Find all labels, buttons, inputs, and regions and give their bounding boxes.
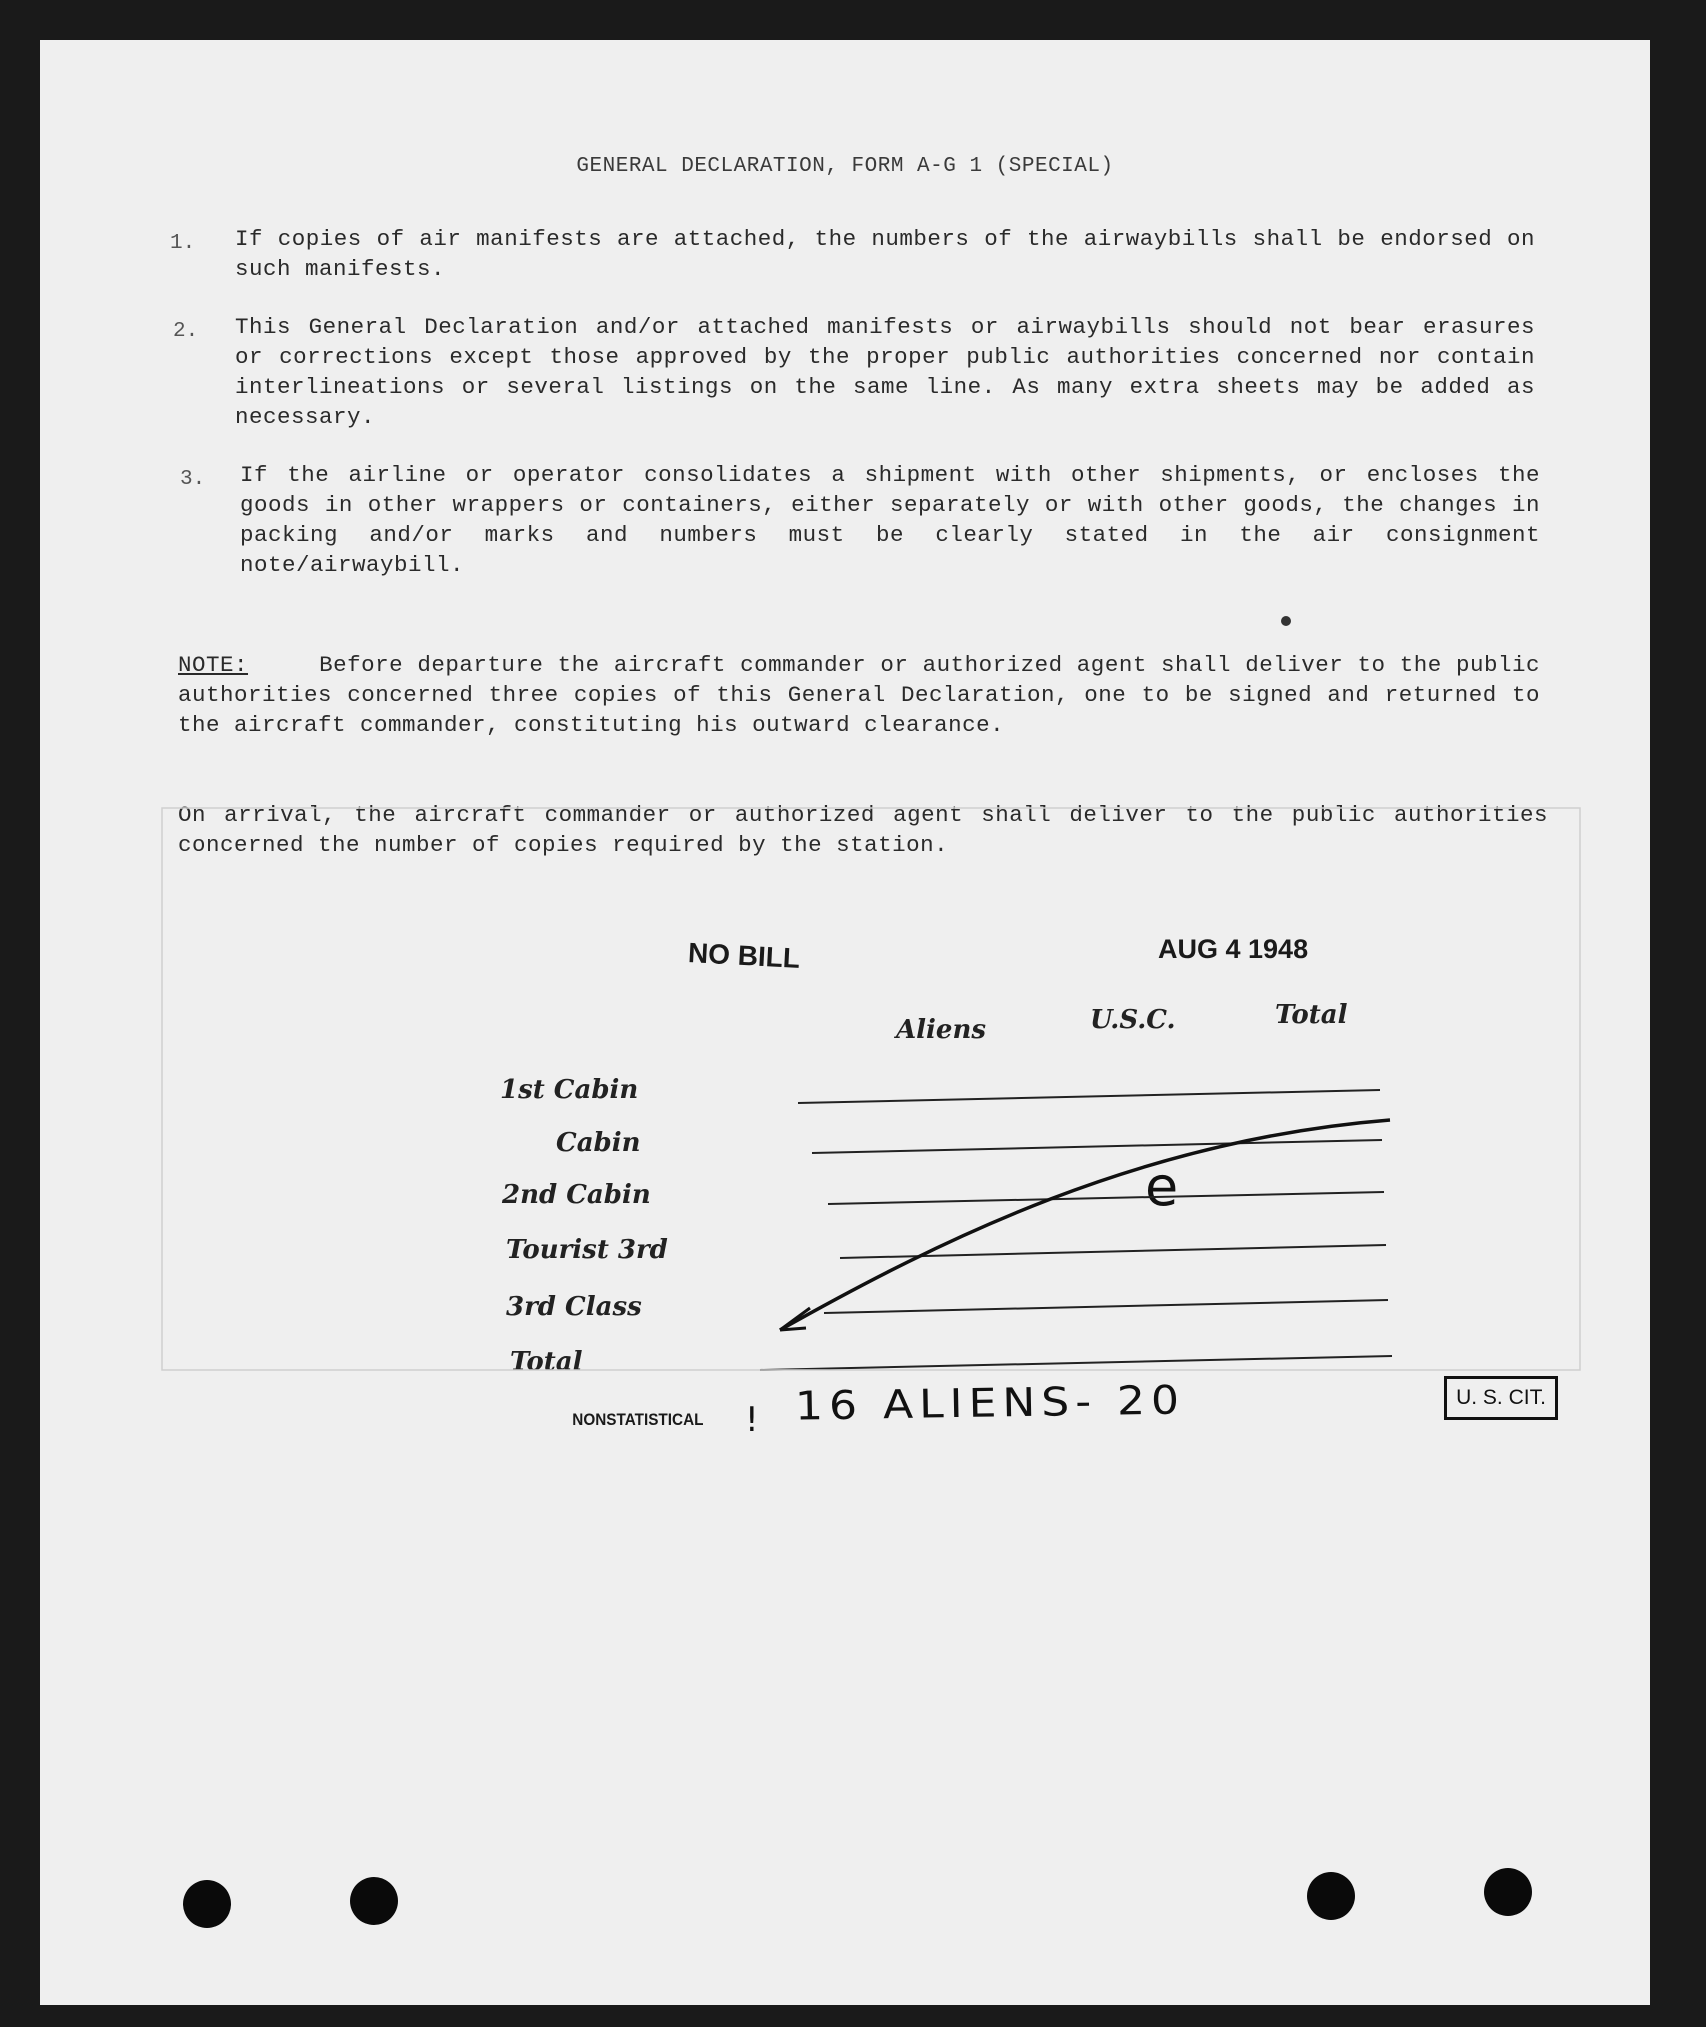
form-title: GENERAL DECLARATION, FORM A-G 1 (SPECIAL) bbox=[576, 155, 1114, 178]
pen-strike-tail bbox=[780, 1308, 810, 1330]
row-label-2nd-cabin: 2nd Cabin bbox=[502, 1180, 651, 1210]
row-line bbox=[812, 1140, 1382, 1153]
row-line bbox=[760, 1356, 1392, 1370]
row-label-total: Total bbox=[510, 1347, 583, 1377]
item-number: 2. bbox=[173, 320, 199, 343]
row-label-1st-cabin: 1st Cabin bbox=[500, 1075, 639, 1105]
row-label-3rd-class: 3rd Class bbox=[506, 1292, 642, 1322]
row-line bbox=[824, 1300, 1388, 1313]
handwritten-exclamation: ! bbox=[745, 1400, 759, 1440]
faint-border bbox=[162, 808, 1580, 1370]
us-citizen-box: U. S. CIT. bbox=[1444, 1376, 1558, 1420]
nonstatistical-stamp: NONSTATISTICAL bbox=[572, 1410, 704, 1429]
punch-hole bbox=[1307, 1872, 1355, 1920]
row-line bbox=[828, 1192, 1384, 1204]
stamp-lines bbox=[40, 40, 1650, 2005]
column-header-total: Total bbox=[1275, 1000, 1348, 1030]
item-text: This General Declaration and/or attached manifests or airwaybills should not bear erasures or corrections except those approved by the proper public authorities concerned nor contain interlineations or several listings on the same line. As many extra sheets may be added as necessary. bbox=[235, 314, 1535, 430]
item-text: If copies of air manifests are attached, the numbers of the airwaybills shall be endorsed on such manifests. bbox=[235, 226, 1535, 282]
item-number: 3. bbox=[180, 468, 206, 491]
handwritten-alien-count: 16 ALIENS- 20 bbox=[794, 1377, 1186, 1430]
item-number: 1. bbox=[170, 232, 196, 255]
punch-hole bbox=[350, 1877, 398, 1925]
column-header-usc: U.S.C. bbox=[1090, 1005, 1176, 1035]
punch-hole bbox=[183, 1880, 231, 1928]
row-label-tourist-3rd: Tourist 3rd bbox=[506, 1235, 668, 1265]
document-page bbox=[40, 40, 1650, 2005]
row-line bbox=[798, 1090, 1380, 1103]
arrival-paragraph: On arrival, the aircraft commander or authorized agent shall deliver to the public authorities concerned the number of copies required by the station. bbox=[178, 802, 1548, 858]
row-label-cabin: Cabin bbox=[556, 1128, 641, 1158]
item-text: If the airline or operator consolidates a shipment with other shipments, or encloses the goods in other wrappers or containers, either separately or with other goods, the changes in packing and/or marks and numbers must be clearly stated in the air consignment note/airwaybill. bbox=[240, 462, 1540, 578]
no-bill-stamp: NO BILL bbox=[687, 937, 801, 974]
date-stamp: AUG 4 1948 bbox=[1158, 934, 1309, 964]
note-text: Before departure the aircraft commander or authorized agent shall deliver to the public authorities concerned three copies of this General Declaration, one to be signed and returned to the aircraft commander, constituting his outward clearance. bbox=[178, 652, 1540, 738]
ink-dot bbox=[1281, 616, 1291, 626]
note-label: NOTE: bbox=[178, 652, 249, 678]
punch-hole bbox=[1484, 1868, 1532, 1916]
column-header-aliens: Aliens bbox=[896, 1015, 987, 1045]
handwritten-mark: e bbox=[1145, 1155, 1179, 1218]
